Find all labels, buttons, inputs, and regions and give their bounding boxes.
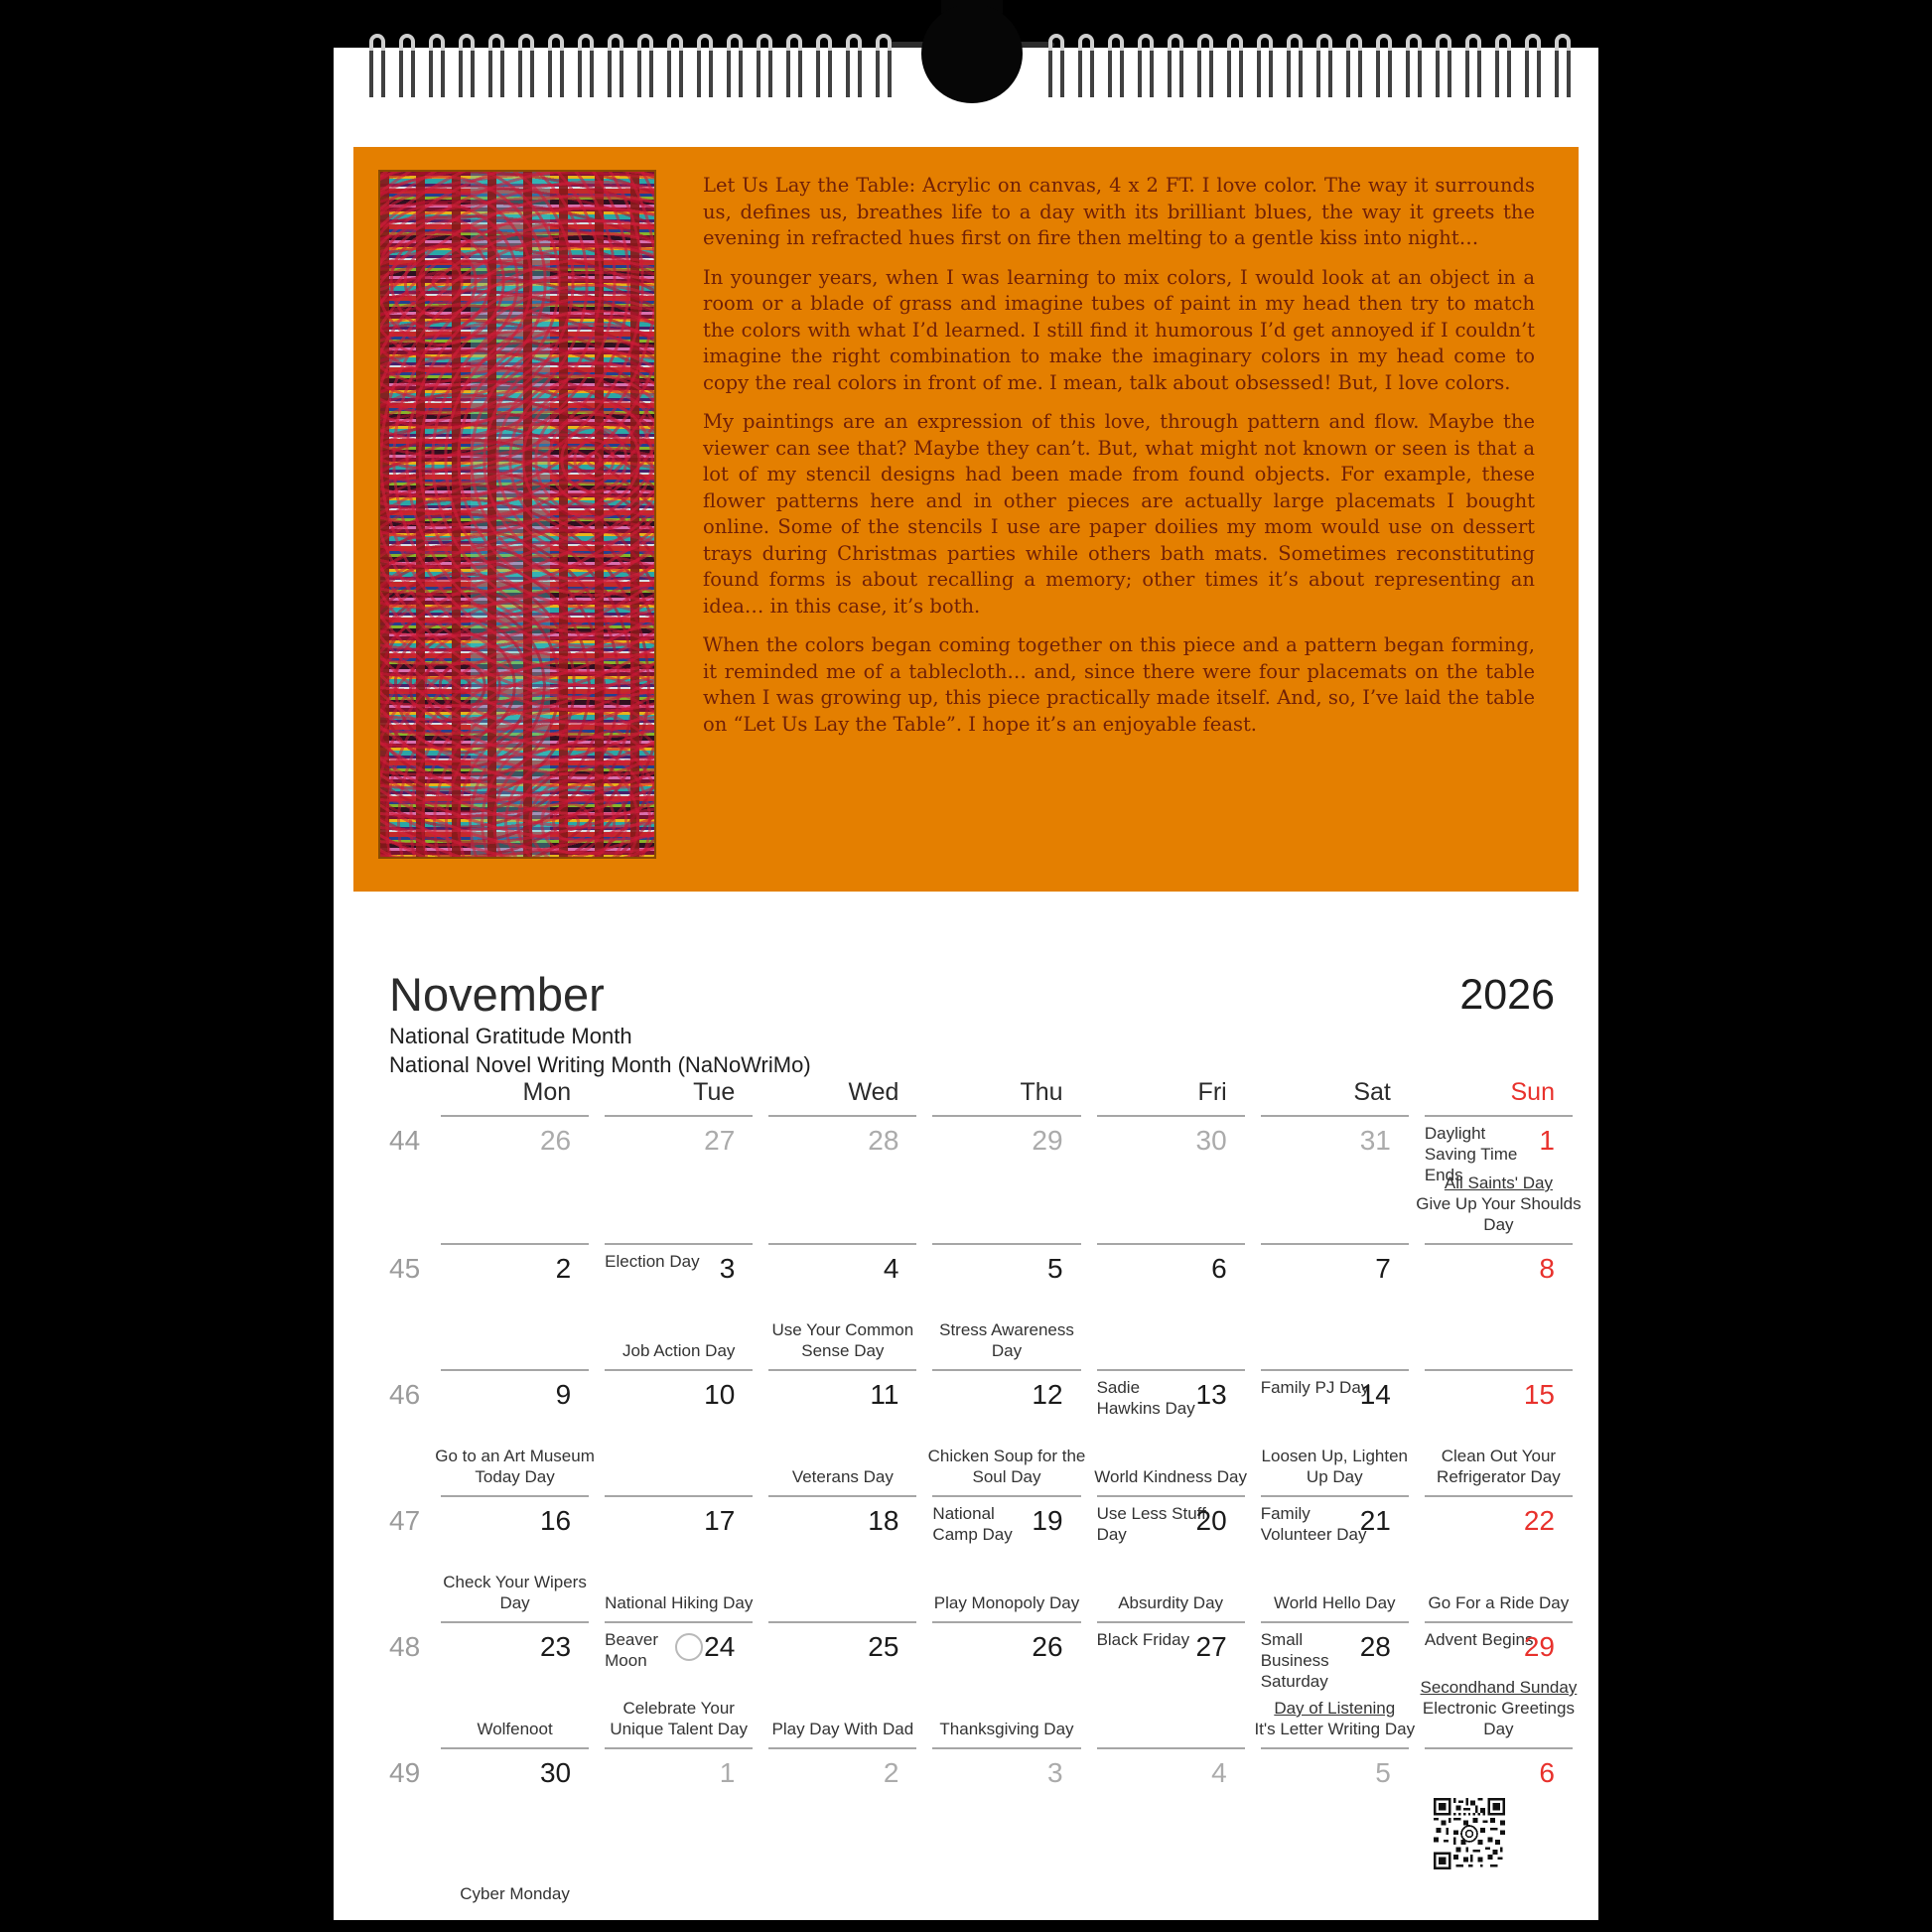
binding-loop bbox=[1108, 34, 1124, 97]
date-number: 28 bbox=[1359, 1631, 1391, 1662]
day-header-wed: Wed bbox=[848, 1078, 899, 1106]
event-label: Give Up Your Shoulds Day bbox=[1416, 1194, 1582, 1234]
day-cell bbox=[437, 1747, 601, 1912]
year-label: 2026 bbox=[1459, 971, 1555, 1019]
event-label: Cyber Monday bbox=[460, 1884, 570, 1903]
day-cell bbox=[1093, 1369, 1257, 1495]
week-number: 44 bbox=[389, 1125, 421, 1156]
day-header-fri: Fri bbox=[1197, 1078, 1227, 1106]
statement-paragraph: Let Us Lay the Table: Acrylic on canvas, 4 x 2 FT. I love color. The way it surrounds us, defines us, breathes life to a day with its brilliant blues, the way it greets the evening in refracted hues first on fire then melting to a gentle kiss into night… bbox=[703, 174, 1535, 249]
week-number: 46 bbox=[389, 1379, 421, 1410]
binding-loop bbox=[429, 34, 445, 97]
statement-paragraph: When the colors began coming together on this piece and a pattern began forming, it reminded me of a tablecloth… and, since there were four placemats on the table when I was growing up, this piece practically made itself. And, so, I’ve laid the table on “Let Us Lay the Table”. I hope it’s an enjoyable feast. bbox=[703, 633, 1535, 736]
day-cell bbox=[601, 1369, 764, 1495]
date-number: 18 bbox=[868, 1505, 899, 1536]
event-list bbox=[1087, 1466, 1255, 1487]
day-cell bbox=[928, 1747, 1092, 1912]
binding-loop bbox=[1078, 34, 1094, 97]
day-cell bbox=[928, 1621, 1092, 1747]
date-number: 12 bbox=[1032, 1379, 1063, 1410]
event-label: Celebrate Your Unique Talent Day bbox=[610, 1699, 749, 1738]
event-label: Secondhand Sunday bbox=[1420, 1678, 1578, 1697]
event-list bbox=[431, 1719, 599, 1739]
event-list bbox=[922, 1592, 1090, 1613]
day-cell bbox=[1421, 1243, 1585, 1369]
day-cell bbox=[928, 1243, 1092, 1369]
event-label: Clean Out Your Refrigerator Day bbox=[1437, 1447, 1561, 1486]
date-number: 5 bbox=[1046, 1253, 1063, 1284]
binding-loop bbox=[697, 34, 713, 97]
day-cell bbox=[764, 1747, 928, 1912]
event-label: Black Friday bbox=[1096, 1630, 1190, 1649]
week-number: 45 bbox=[389, 1253, 421, 1284]
event-list bbox=[759, 1466, 926, 1487]
date-number: 6 bbox=[1539, 1757, 1555, 1788]
calendar-grid bbox=[389, 1060, 1585, 1912]
day-cell bbox=[1254, 1621, 1421, 1747]
date-number: 31 bbox=[1359, 1125, 1391, 1156]
date-number: 29 bbox=[1032, 1125, 1063, 1156]
binding-loop bbox=[1048, 34, 1064, 97]
hanger-ring bbox=[921, 4, 1023, 103]
date-number: 11 bbox=[870, 1379, 899, 1410]
event-list bbox=[1251, 1592, 1419, 1613]
day-header-mon: Mon bbox=[522, 1078, 572, 1106]
event-label: Loosen Up, Lighten Up Day bbox=[1261, 1447, 1408, 1486]
day-cell bbox=[1257, 1115, 1421, 1243]
date-number: 3 bbox=[1046, 1757, 1063, 1788]
date-number: 2 bbox=[555, 1253, 572, 1284]
binding-loop bbox=[667, 34, 683, 97]
event-label: It's Letter Writing Day bbox=[1254, 1720, 1416, 1738]
event-label: Sadie Hawkins Day bbox=[1096, 1378, 1195, 1418]
date-number: 4 bbox=[883, 1253, 899, 1284]
event-label: Wolfenoot bbox=[477, 1720, 553, 1738]
binding-loop bbox=[1257, 34, 1273, 97]
event-label: National Hiking Day bbox=[605, 1593, 754, 1612]
event-label: Election Day bbox=[605, 1252, 700, 1271]
day-cell bbox=[764, 1495, 928, 1621]
event-label: Electronic Greetings Day bbox=[1422, 1699, 1575, 1738]
date-number: 2 bbox=[883, 1757, 899, 1788]
binding-loop bbox=[1406, 34, 1422, 97]
day-cell bbox=[1421, 1621, 1585, 1747]
day-cell bbox=[601, 1621, 764, 1747]
event-label: Stress Awareness Day bbox=[939, 1320, 1074, 1360]
event-label: Job Action Day bbox=[622, 1341, 736, 1360]
day-cell bbox=[928, 1369, 1092, 1495]
binding-loop bbox=[578, 34, 594, 97]
date-number: 14 bbox=[1359, 1379, 1391, 1410]
day-cell bbox=[928, 1495, 1092, 1621]
statement-paragraph: My paintings are an expression of this love, through pattern and flow. Maybe the viewer can see that? Maybe they can’t. But, what might not known or seen is that a lot of my stencil designs had been made from found objects. For example, these flower patterns here and in other pieces are actually large placemats I bought online. Some of the stencils I use are paper doilies my mom would use on dessert trays during Christmas parties while others bath mats. Sometimes reconstituting found forms is about recalling a memory; other times it’s about representing an idea… in this case, it’s both. bbox=[703, 410, 1535, 618]
event-list bbox=[431, 1572, 599, 1613]
date-number: 1 bbox=[719, 1757, 736, 1788]
date-number: 10 bbox=[704, 1379, 736, 1410]
event-list bbox=[759, 1719, 926, 1739]
day-cell bbox=[437, 1621, 601, 1747]
day-cell bbox=[1257, 1495, 1421, 1621]
binding-loop bbox=[488, 34, 504, 97]
event-label: Use Your Common Sense Day bbox=[771, 1320, 914, 1360]
event-list bbox=[595, 1698, 762, 1739]
day-cell bbox=[601, 1747, 764, 1912]
date-number: 30 bbox=[539, 1757, 572, 1788]
event-label: All Saints' Day bbox=[1444, 1173, 1553, 1192]
event-label: Use Less Stuff Day bbox=[1096, 1504, 1206, 1544]
event-list bbox=[1087, 1592, 1255, 1613]
event-label: National Camp Day bbox=[932, 1504, 1013, 1544]
date-number: 24 bbox=[704, 1631, 736, 1662]
event-label: Chicken Soup for the Soul Day bbox=[927, 1447, 1086, 1486]
binding-loop bbox=[727, 34, 743, 97]
date-number: 23 bbox=[539, 1631, 572, 1662]
event-label: Beaver Moon bbox=[605, 1630, 659, 1670]
day-header-thu: Thu bbox=[1020, 1078, 1063, 1106]
month-title: November bbox=[389, 968, 605, 1021]
artwork-panel bbox=[353, 147, 1579, 892]
event-list bbox=[1415, 1446, 1583, 1487]
date-number: 26 bbox=[1032, 1631, 1063, 1662]
date-number: 25 bbox=[868, 1631, 899, 1662]
day-cell bbox=[601, 1115, 764, 1243]
day-cell bbox=[601, 1243, 764, 1369]
binding-loop bbox=[548, 34, 564, 97]
day-cell bbox=[1257, 1369, 1421, 1495]
binding-loop bbox=[608, 34, 623, 97]
date-number: 27 bbox=[1195, 1631, 1227, 1662]
date-number: 5 bbox=[1375, 1757, 1391, 1788]
day-cell bbox=[764, 1369, 928, 1495]
date-number: 30 bbox=[1195, 1125, 1227, 1156]
day-cell bbox=[1416, 1115, 1585, 1243]
week-number: 48 bbox=[389, 1631, 421, 1662]
date-number: 8 bbox=[1539, 1253, 1555, 1284]
event-label: Family PJ Day bbox=[1260, 1378, 1370, 1397]
event-label: Absurdity Day bbox=[1118, 1593, 1224, 1612]
day-cell bbox=[1421, 1495, 1585, 1621]
day-cell bbox=[1093, 1115, 1257, 1243]
date-number: 6 bbox=[1211, 1253, 1227, 1284]
artist-statement bbox=[703, 173, 1535, 751]
day-cell bbox=[437, 1495, 601, 1621]
event-list bbox=[922, 1446, 1090, 1487]
event-list bbox=[595, 1340, 762, 1361]
qr-code bbox=[1434, 1798, 1505, 1869]
binding-loop bbox=[1197, 34, 1213, 97]
event-label: Advent Begins bbox=[1424, 1630, 1534, 1649]
binding-loop bbox=[1316, 34, 1332, 97]
event-list bbox=[1251, 1698, 1419, 1739]
binding-loop bbox=[1465, 34, 1481, 97]
event-label: Veterans Day bbox=[791, 1467, 894, 1486]
date-number: 16 bbox=[539, 1505, 572, 1536]
event-list bbox=[1415, 1592, 1583, 1613]
binding-loop bbox=[1227, 34, 1243, 97]
date-number: 4 bbox=[1211, 1757, 1227, 1788]
date-number: 15 bbox=[1523, 1379, 1555, 1410]
date-number: 17 bbox=[704, 1505, 736, 1536]
event-list bbox=[1415, 1677, 1583, 1739]
statement-paragraph: In younger years, when I was learning to mix colors, I would look at an object in a room or a blade of grass and imagine tubes of paint in my head then try to match the colors with what I’d learned. I still find it humorous I’d get annoyed if I couldn’t imagine the right combination to make the imaginary colors in my head come to copy the real colors in front of me. I mean, talk about obsessed! But, I love colors. bbox=[703, 265, 1535, 394]
date-number: 27 bbox=[704, 1125, 736, 1156]
date-number: 22 bbox=[1523, 1505, 1555, 1536]
event-label: World Hello Day bbox=[1274, 1593, 1396, 1612]
full-moon-icon bbox=[675, 1633, 703, 1661]
event-label: Family Volunteer Day bbox=[1260, 1504, 1367, 1544]
day-cell bbox=[764, 1621, 928, 1747]
day-cell bbox=[1421, 1369, 1585, 1495]
day-cell bbox=[1421, 1747, 1585, 1912]
binding-loop bbox=[1436, 34, 1451, 97]
date-number: 21 bbox=[1359, 1505, 1391, 1536]
event-label: Thanksgiving Day bbox=[939, 1720, 1074, 1738]
event-label: Go to an Art Museum Today Day bbox=[435, 1447, 595, 1486]
date-number: 28 bbox=[868, 1125, 899, 1156]
date-number: 7 bbox=[1375, 1253, 1391, 1284]
binding-loop bbox=[1168, 34, 1183, 97]
binding-loop bbox=[1376, 34, 1392, 97]
event-list bbox=[595, 1592, 762, 1613]
binding-loop bbox=[518, 34, 534, 97]
month-observance: National Novel Writing Month (NaNoWriMo) bbox=[389, 1052, 811, 1077]
day-header-sun: Sun bbox=[1510, 1078, 1555, 1106]
date-number: 1 bbox=[1539, 1125, 1555, 1156]
day-cell bbox=[1257, 1747, 1421, 1912]
event-list bbox=[431, 1883, 599, 1904]
binding-loop bbox=[1495, 34, 1511, 97]
event-list bbox=[922, 1719, 1090, 1739]
event-list bbox=[431, 1446, 599, 1487]
date-number: 20 bbox=[1195, 1505, 1227, 1536]
day-cell bbox=[1257, 1243, 1421, 1369]
day-cell bbox=[1093, 1243, 1257, 1369]
binding-loop bbox=[846, 34, 862, 97]
day-cell bbox=[764, 1243, 928, 1369]
binding-loop bbox=[369, 34, 385, 97]
event-label: Check Your Wipers Day bbox=[443, 1573, 587, 1612]
date-number: 19 bbox=[1032, 1505, 1063, 1536]
day-header-sat: Sat bbox=[1353, 1078, 1391, 1106]
month-observance: National Gratitude Month bbox=[389, 1024, 632, 1048]
binding-loop bbox=[1525, 34, 1541, 97]
event-label: Go For a Ride Day bbox=[1428, 1593, 1570, 1612]
calendar-page bbox=[334, 48, 1598, 1920]
binding-loop bbox=[876, 34, 892, 97]
binding-loop bbox=[1287, 34, 1303, 97]
event-label: Play Monopoly Day bbox=[933, 1593, 1080, 1612]
binding-loop bbox=[399, 34, 415, 97]
event-list bbox=[759, 1319, 926, 1361]
day-cell bbox=[601, 1495, 764, 1621]
date-number: 3 bbox=[719, 1253, 736, 1284]
event-label: Day of Listening bbox=[1274, 1699, 1396, 1718]
day-cell bbox=[1093, 1495, 1257, 1621]
event-label: Small Business Saturday bbox=[1260, 1630, 1329, 1691]
binding-loop bbox=[816, 34, 832, 97]
binding-loop bbox=[1138, 34, 1154, 97]
event-label: Daylight Saving Time Ends bbox=[1424, 1124, 1518, 1184]
day-cell bbox=[928, 1115, 1092, 1243]
binding-loop bbox=[459, 34, 475, 97]
binding-loop bbox=[1555, 34, 1571, 97]
artwork-image bbox=[380, 172, 654, 857]
date-number: 9 bbox=[555, 1379, 572, 1410]
event-list bbox=[1415, 1173, 1583, 1235]
week-number: 47 bbox=[389, 1505, 421, 1536]
date-number: 13 bbox=[1195, 1379, 1227, 1410]
day-cell bbox=[1093, 1621, 1257, 1747]
day-cell bbox=[764, 1115, 928, 1243]
binding-loop bbox=[1346, 34, 1362, 97]
event-label: Play Day With Dad bbox=[771, 1720, 914, 1738]
date-number: 29 bbox=[1523, 1631, 1555, 1662]
grid-corner bbox=[389, 1060, 437, 1115]
event-list bbox=[922, 1319, 1090, 1361]
day-cell bbox=[437, 1115, 601, 1243]
binding-loop bbox=[757, 34, 772, 97]
day-header-tue: Tue bbox=[693, 1078, 736, 1106]
day-cell bbox=[437, 1243, 601, 1369]
day-cell bbox=[1093, 1747, 1257, 1912]
event-list bbox=[1251, 1446, 1419, 1487]
day-cell bbox=[437, 1369, 601, 1495]
binding-loop bbox=[786, 34, 802, 97]
date-number: 26 bbox=[539, 1125, 572, 1156]
event-label: World Kindness Day bbox=[1094, 1467, 1247, 1486]
binding-loop bbox=[637, 34, 653, 97]
week-number: 49 bbox=[389, 1757, 421, 1788]
